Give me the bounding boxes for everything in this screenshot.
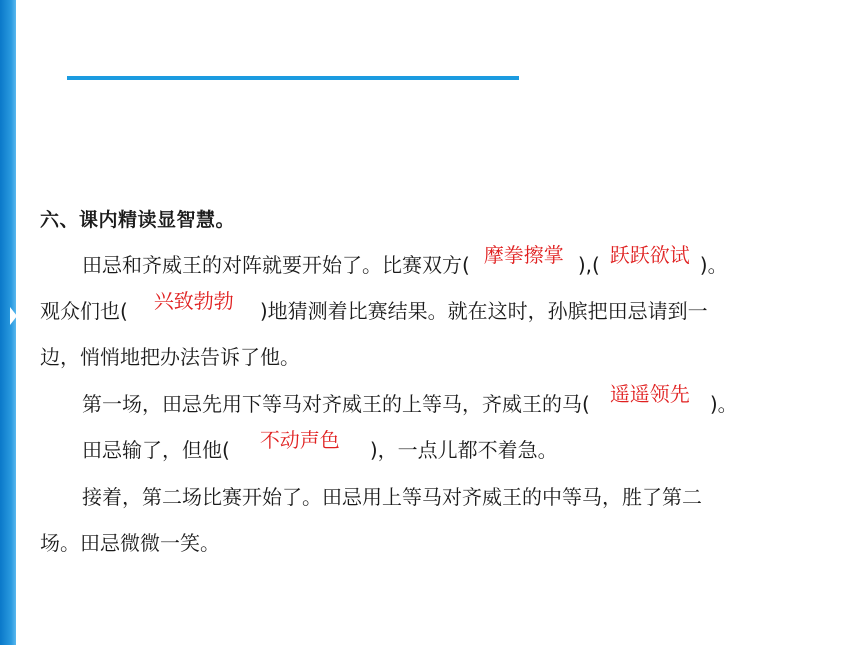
p3-line2: 场。田忌微微一笑。 (40, 531, 220, 555)
text: 田忌输了，但他( (82, 438, 230, 462)
side-arrow-icon (10, 307, 17, 325)
p1-line1 (82, 243, 728, 280)
text: )地猜测着比赛结果。就在这时，孙膑把田忌请到一 (259, 299, 708, 323)
text: )。 (699, 253, 728, 277)
section-heading: 六、课内精读显智慧。 (40, 209, 236, 231)
text: )。 (709, 392, 738, 416)
answer-text: 遥遥领先 (609, 382, 690, 406)
answer-blank (230, 428, 370, 465)
answer-text: 跃跃欲试 (609, 243, 690, 267)
text: ),( (577, 253, 600, 277)
p2-line1 (82, 382, 738, 419)
answer-blank (590, 382, 710, 419)
answer-blank (128, 289, 260, 326)
answer-blank (470, 243, 578, 280)
text: )，一点儿都不着急。 (369, 438, 558, 462)
text: 田忌和齐威王的对阵就要开始了。比赛双方( (82, 253, 470, 277)
answer-blank (600, 243, 700, 280)
answer-text: 不动声色 (259, 428, 340, 452)
text: 第一场，田忌先用下等马对齐威王的上等马，齐威王的马( (82, 392, 590, 416)
p1-line3: 边，悄悄地把办法告诉了他。 (40, 345, 300, 369)
text: 观众们也( (40, 299, 128, 323)
p1-line2 (40, 289, 708, 326)
p3-line1: 接着，第二场比赛开始了。田忌用上等马对齐威王的中等马，胜了第二 (82, 485, 702, 509)
p2-line2 (82, 428, 558, 465)
title-underline (67, 76, 519, 80)
answer-text: 摩拳擦掌 (483, 243, 564, 267)
answer-text: 兴致勃勃 (153, 289, 234, 313)
